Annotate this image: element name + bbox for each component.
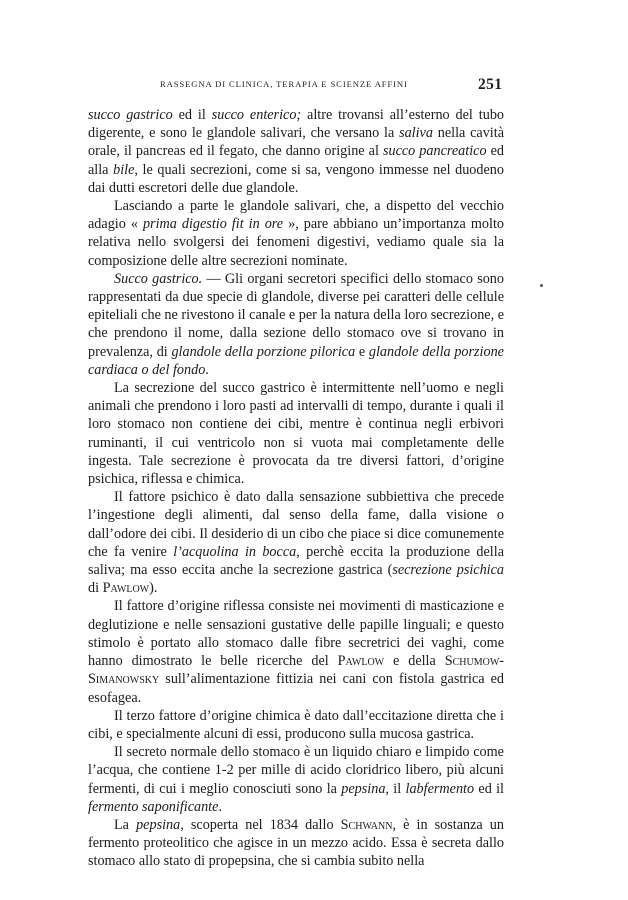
paragraph (88, 743, 504, 816)
italic-text: labfermento (405, 780, 475, 797)
paragraph (88, 816, 504, 871)
text-run: ). (149, 580, 158, 597)
text-run: », pare abbiano un’importanza molto relativa nello svolgersi dei fenomeni digestivi, vediamo quale sia la composizione delle altre secrezioni nominate. (88, 216, 504, 269)
italic-text: glandole della porzione cardiaca o del fondo (88, 343, 504, 378)
italic-text: succo pancreatico (382, 143, 487, 160)
italic-text: l’acquolina in bocca (173, 543, 297, 560)
paragraph (88, 197, 504, 270)
text-run: . (205, 361, 209, 378)
text-run: e (355, 343, 369, 360)
italic-text: bile (113, 161, 135, 178)
author-name: Schumow-Simanowsky (88, 653, 504, 688)
italic-text: saliva (399, 125, 433, 142)
italic-text: secrezione psichica (392, 562, 504, 579)
text-run: Il fattore psichico è dato dalla sensazione subbiettiva che precede l’ingestione degli alimenti, dal senso della fame, dalla visione o dall’odore dei cibi. Il desiderio di un cibo che piace si dice comunemente che fa venire (88, 489, 504, 560)
text-run: La (114, 816, 137, 833)
text-run: ed alla (88, 143, 504, 178)
text-run: di (88, 580, 103, 597)
text-run: ed il (172, 107, 212, 123)
text-run: sull’alimentazione fittizia nei cani con fistola gastrica ed esofagea. (88, 671, 504, 706)
text-run: , scoperta nel 1834 dallo (180, 816, 341, 833)
author-name: Schwann (340, 816, 393, 833)
italic-text: succo enterico; (211, 107, 302, 123)
paragraph (88, 106, 504, 197)
print-speck (540, 284, 543, 287)
text-run: nella cavità orale, il pancreas ed il fegato, che danno origine al (88, 125, 504, 160)
text-run: , perchè eccita la produzione della saliva; ma esso eccita anche la secrezione gastrica ( (88, 543, 504, 579)
text-run: . (218, 798, 222, 815)
author-name: Pawlow (102, 580, 150, 597)
italic-text: fermento saponificante (88, 798, 219, 815)
page-number: 251 (478, 76, 503, 93)
paragraph (88, 707, 504, 743)
page-header (0, 76, 628, 98)
paragraph (88, 379, 504, 488)
text-run: La secrezione del succo gastrico è intermittente nell’uomo e negli animali che prendono i loro pasti ad intervalli di tempo, durante i quali il loro stomaco non contiene dei cibi, mentre è continua negli erbivori ruminanti, il cui ventricolo non si vuota mai completamente delle ingesta. Tale secrezione è provocata da tre diversi fattori, d’origine psichica, riflessa e chimica. (88, 380, 504, 488)
italic-text: pepsina, (341, 780, 389, 797)
paragraph (88, 597, 504, 706)
text-run: Il secreto normale dello stomaco è un liquido chiaro e limpido come l’acqua, che contiene 1-2 per mille di acido cloridrico libero, più alcuni fermenti, di cui i meglio conosciuti sono la (88, 744, 504, 797)
paragraph (88, 488, 504, 597)
body-text (88, 106, 504, 871)
text-run: — Gli organi secretori specifici dello stomaco sono rappresentati da due specie di glandole, diverse pei caratteri delle cellule epiteliali che ne rivestono il canale e per la natura della loro secrezione, e che prendono il nome, dalla sezione dello stomaco ove si trovano in prevalenza, di (88, 270, 504, 360)
text-run: il (388, 780, 406, 797)
text-run: e della (384, 653, 445, 670)
text-run: , le quali secrezioni, come si sa, vengono immesse nel duodeno dai dutti escretori delle due glandole. (88, 161, 504, 196)
italic-text: prima digestio fit in ore (142, 216, 284, 233)
text-run: Lasciando a parte le glandole salivari, che, a dispetto del vecchio adagio « (88, 198, 504, 233)
author-name: Pawlow (337, 653, 385, 670)
text-run: , è in sostanza un fermento proteolitico che agisce in un mezzo acido. Essa è secreta dallo stomaco allo stato di propepsina, che si cambia subito nella (88, 816, 504, 870)
paragraph (88, 270, 504, 379)
text-run: Il terzo fattore d’origine chimica è dato dall’eccitazione diretta che i cibi, e specialmente alcuni di essi, producono sulla mucosa gastrica. (88, 707, 504, 742)
italic-text: succo gastrico (88, 107, 173, 123)
running-head: RASSEGNA DI CLINICA, TERAPIA E SCIENZE AFFINI (160, 79, 408, 89)
italic-text: pepsina (136, 816, 181, 833)
text-run: ed il (474, 780, 505, 797)
text-run: Il fattore d’origine riflessa consiste nei movimenti di masticazione e deglutizione e nelle sensazioni gustative delle papille linguali; e questo stimolo è portato allo stomaco dalle fibre secretrici dei vaghi, come hanno dimostrato le belle ricerche del (88, 598, 504, 670)
text-run: altre trovansi all’esterno del tubo digerente, e sono le glandole salivari, che versano la (88, 107, 505, 142)
italic-text: Succo gastrico. (114, 270, 203, 287)
italic-text: glandole della porzione pilorica (171, 343, 356, 360)
